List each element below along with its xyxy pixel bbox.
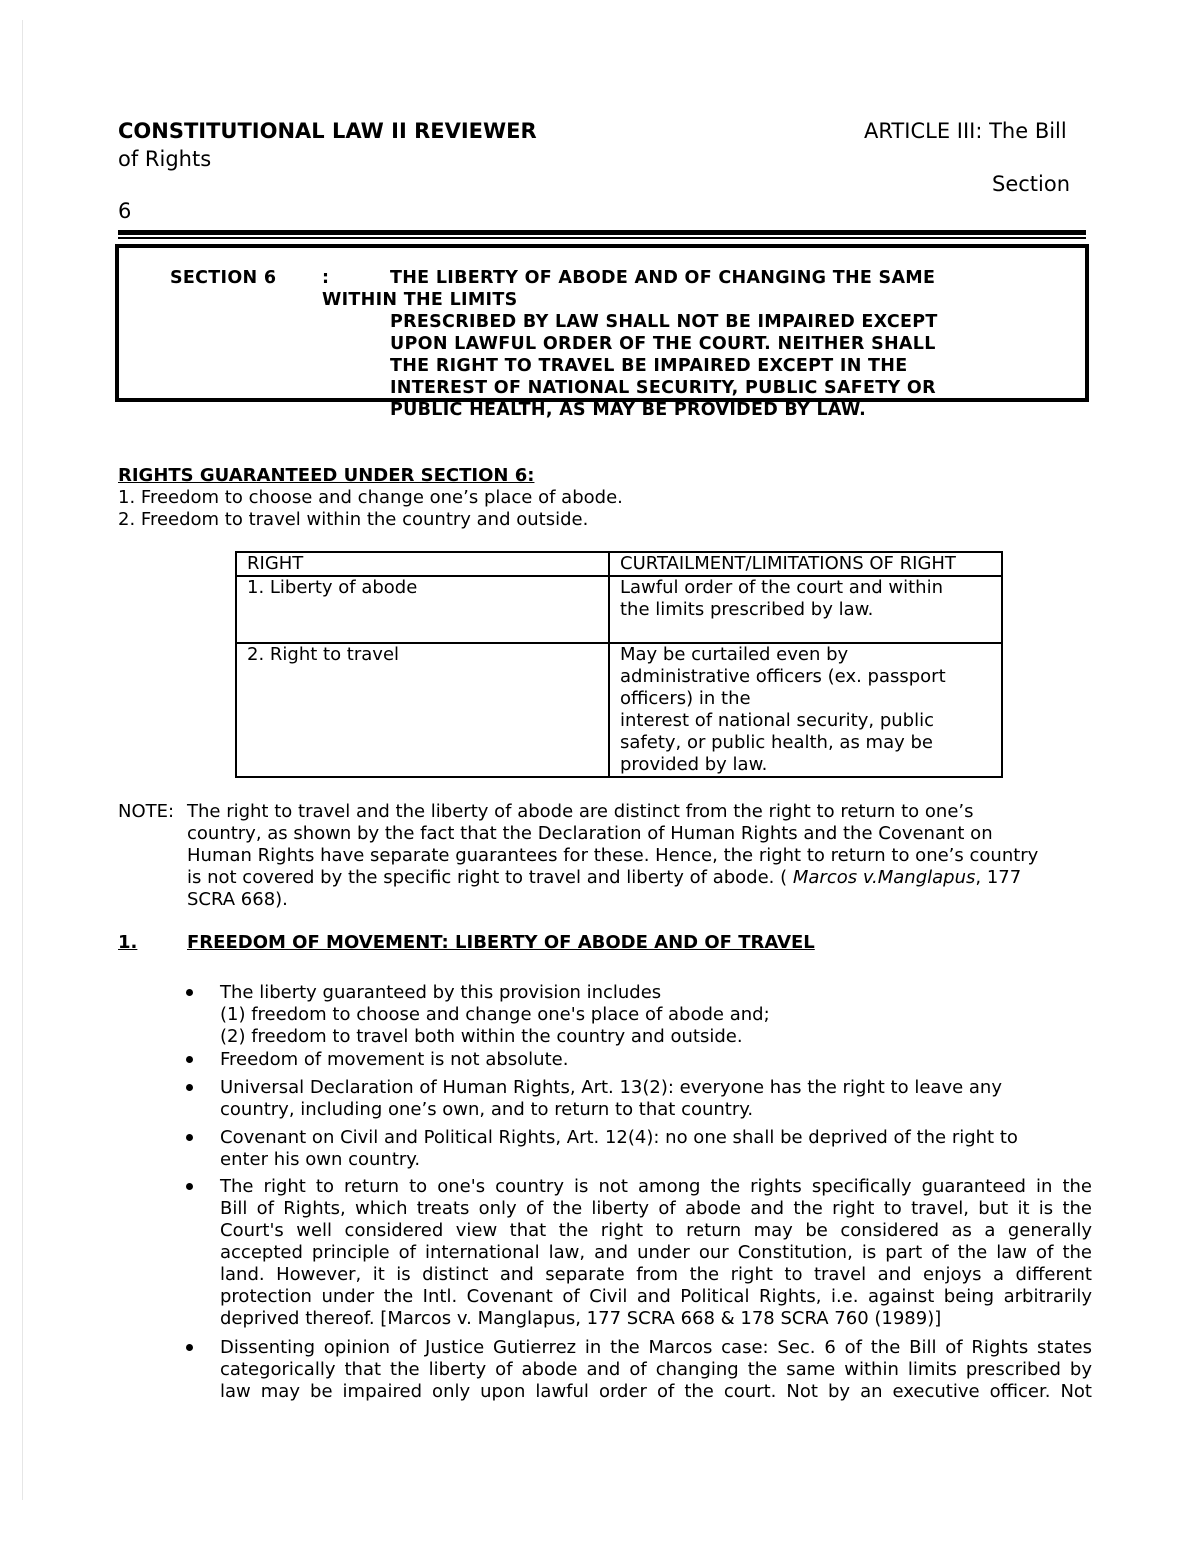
bullet-line: law may be impaired only upon lawful order of the court. Not by an executive officer. Not	[220, 1381, 1092, 1402]
bullet-line: land. However, it is distinct and separate from the right to travel and enjoys a different	[220, 1264, 1092, 1285]
header-rule-thick	[118, 230, 1086, 235]
bullet-line: (1) freedom to choose and change one's place of abode and;	[220, 1004, 770, 1025]
bullet-line: Dissenting opinion of Justice Gutierrez in the Marcos case: Sec. 6 of the Bill of Rights states	[220, 1337, 1092, 1358]
header-rule-thin	[118, 237, 1086, 239]
rights-item-1: 1. Freedom to choose and change one’s place of abode.	[118, 487, 623, 508]
bullet-icon	[186, 1134, 193, 1141]
section-line-4: UPON LAWFUL ORDER OF THE COURT. NEITHER SHALL	[390, 334, 936, 354]
table-cell-limits	[609, 576, 1002, 643]
limit-line: safety, or public health, as may be	[620, 732, 933, 753]
rights-table	[235, 551, 1003, 778]
table-cell-right: 2. Right to travel	[236, 643, 609, 777]
section-word: Section	[992, 172, 1071, 196]
bullet-line: Universal Declaration of Human Rights, Art. 13(2): everyone has the right to leave any	[220, 1077, 1002, 1098]
table-row	[236, 643, 1002, 777]
table-header-right: RIGHT	[236, 552, 609, 576]
bullet-line: (2) freedom to travel both within the country and outside.	[220, 1026, 743, 1047]
section-line-3: PRESCRIBED BY LAW SHALL NOT BE IMPAIRED EXCEPT	[390, 312, 938, 332]
bullet-line: country, including one’s own, and to return to that country.	[220, 1099, 754, 1120]
section-number: 6	[118, 199, 132, 223]
bullet-line: The liberty guaranteed by this provision includes	[220, 982, 662, 1003]
bullet-icon	[186, 1183, 193, 1190]
note-line-5: SCRA 668).	[187, 889, 288, 910]
bullet-line: enter his own country.	[220, 1149, 421, 1170]
document-title: CONSTITUTIONAL LAW II REVIEWER	[118, 119, 537, 143]
bullet-icon	[186, 1084, 193, 1091]
limit-line: May be curtailed even by	[620, 644, 849, 665]
table-cell-right: 1. Liberty of abode	[236, 576, 609, 643]
bullet-line: protection under the Intl. Covenant of Civil and Political Rights, i.e. against being arbitrarily	[220, 1286, 1092, 1307]
bullet-line: The right to return to one's country is not among the rights specifically guaranteed in the	[220, 1176, 1092, 1197]
bullet-icon	[186, 1344, 193, 1351]
section1-number: 1.	[118, 932, 138, 953]
note-line-4-end: , 177	[975, 867, 1022, 888]
table-header-row	[236, 552, 1002, 576]
bullet-icon	[186, 989, 193, 996]
bullet-line: Covenant on Civil and Political Rights, Art. 12(4): no one shall be deprived of the right to	[220, 1127, 1018, 1148]
section-line-5: THE RIGHT TO TRAVEL BE IMPAIRED EXCEPT IN THE	[390, 356, 908, 376]
bullet-line: Bill of Rights, which treats only of the liberty of abode and the right to travel, but it is the	[220, 1198, 1092, 1219]
limit-line: officers) in the	[620, 688, 751, 709]
note-line-4	[187, 867, 1021, 889]
bullet-icon	[186, 1056, 193, 1063]
section-line-7: PUBLIC HEALTH, AS MAY BE PROVIDED BY LAW.	[390, 400, 867, 420]
section-line-1: THE LIBERTY OF ABODE AND OF CHANGING THE SAME	[390, 268, 936, 288]
limit-line: the limits prescribed by law.	[620, 599, 874, 620]
table-row	[236, 576, 1002, 643]
section-colon: :	[322, 268, 330, 288]
rights-item-2: 2. Freedom to travel within the country and outside.	[118, 509, 589, 530]
section-line-2: WITHIN THE LIMITS	[322, 290, 518, 310]
bullet-line: categorically that the liberty of abode and of changing the same within limits prescribed by	[220, 1359, 1092, 1380]
bullet-line: Freedom of movement is not absolute.	[220, 1049, 569, 1070]
note-label: NOTE:	[118, 801, 175, 822]
bullet-line: accepted principle of international law, and under our Constitution, is part of the law of the	[220, 1242, 1092, 1263]
section-label: SECTION 6	[170, 268, 277, 288]
note-line-1: The right to travel and the liberty of abode are distinct from the right to return to one’s	[187, 801, 974, 822]
article-label: ARTICLE III: The Bill	[864, 119, 1067, 143]
limit-line: interest of national security, public	[620, 710, 934, 731]
note-line-4-text: is not covered by the specific right to travel and liberty of abode. (	[187, 867, 793, 888]
bullet-line: Court's well considered view that the right to return may be considered as a generally	[220, 1220, 1092, 1241]
note-line-3: Human Rights have separate guarantees for these. Hence, the right to return to one’s country	[187, 845, 1039, 866]
bullet-line: deprived thereof. [Marcos v. Manglapus, 177 SCRA 668 & 178 SCRA 760 (1989)]	[220, 1308, 942, 1329]
limit-line: provided by law.	[620, 754, 768, 775]
page-edge	[22, 20, 23, 1500]
section1-heading: FREEDOM OF MOVEMENT: LIBERTY OF ABODE AND OF TRAVEL	[187, 932, 815, 953]
case-citation: Marcos v.Manglapus	[792, 867, 976, 888]
limit-line: Lawful order of the court and within	[620, 577, 943, 598]
note-line-2: country, as shown by the fact that the Declaration of Human Rights and the Covenant on	[187, 823, 993, 844]
section-line-6: INTEREST OF NATIONAL SECURITY, PUBLIC SAFETY OR	[390, 378, 936, 398]
table-cell-limits	[609, 643, 1002, 777]
limit-line: administrative officers (ex. passport	[620, 666, 946, 687]
table-header-limits: CURTAILMENT/LIMITATIONS OF RIGHT	[609, 552, 1002, 576]
of-rights-label: of Rights	[118, 147, 212, 171]
rights-heading: RIGHTS GUARANTEED UNDER SECTION 6:	[118, 465, 535, 486]
